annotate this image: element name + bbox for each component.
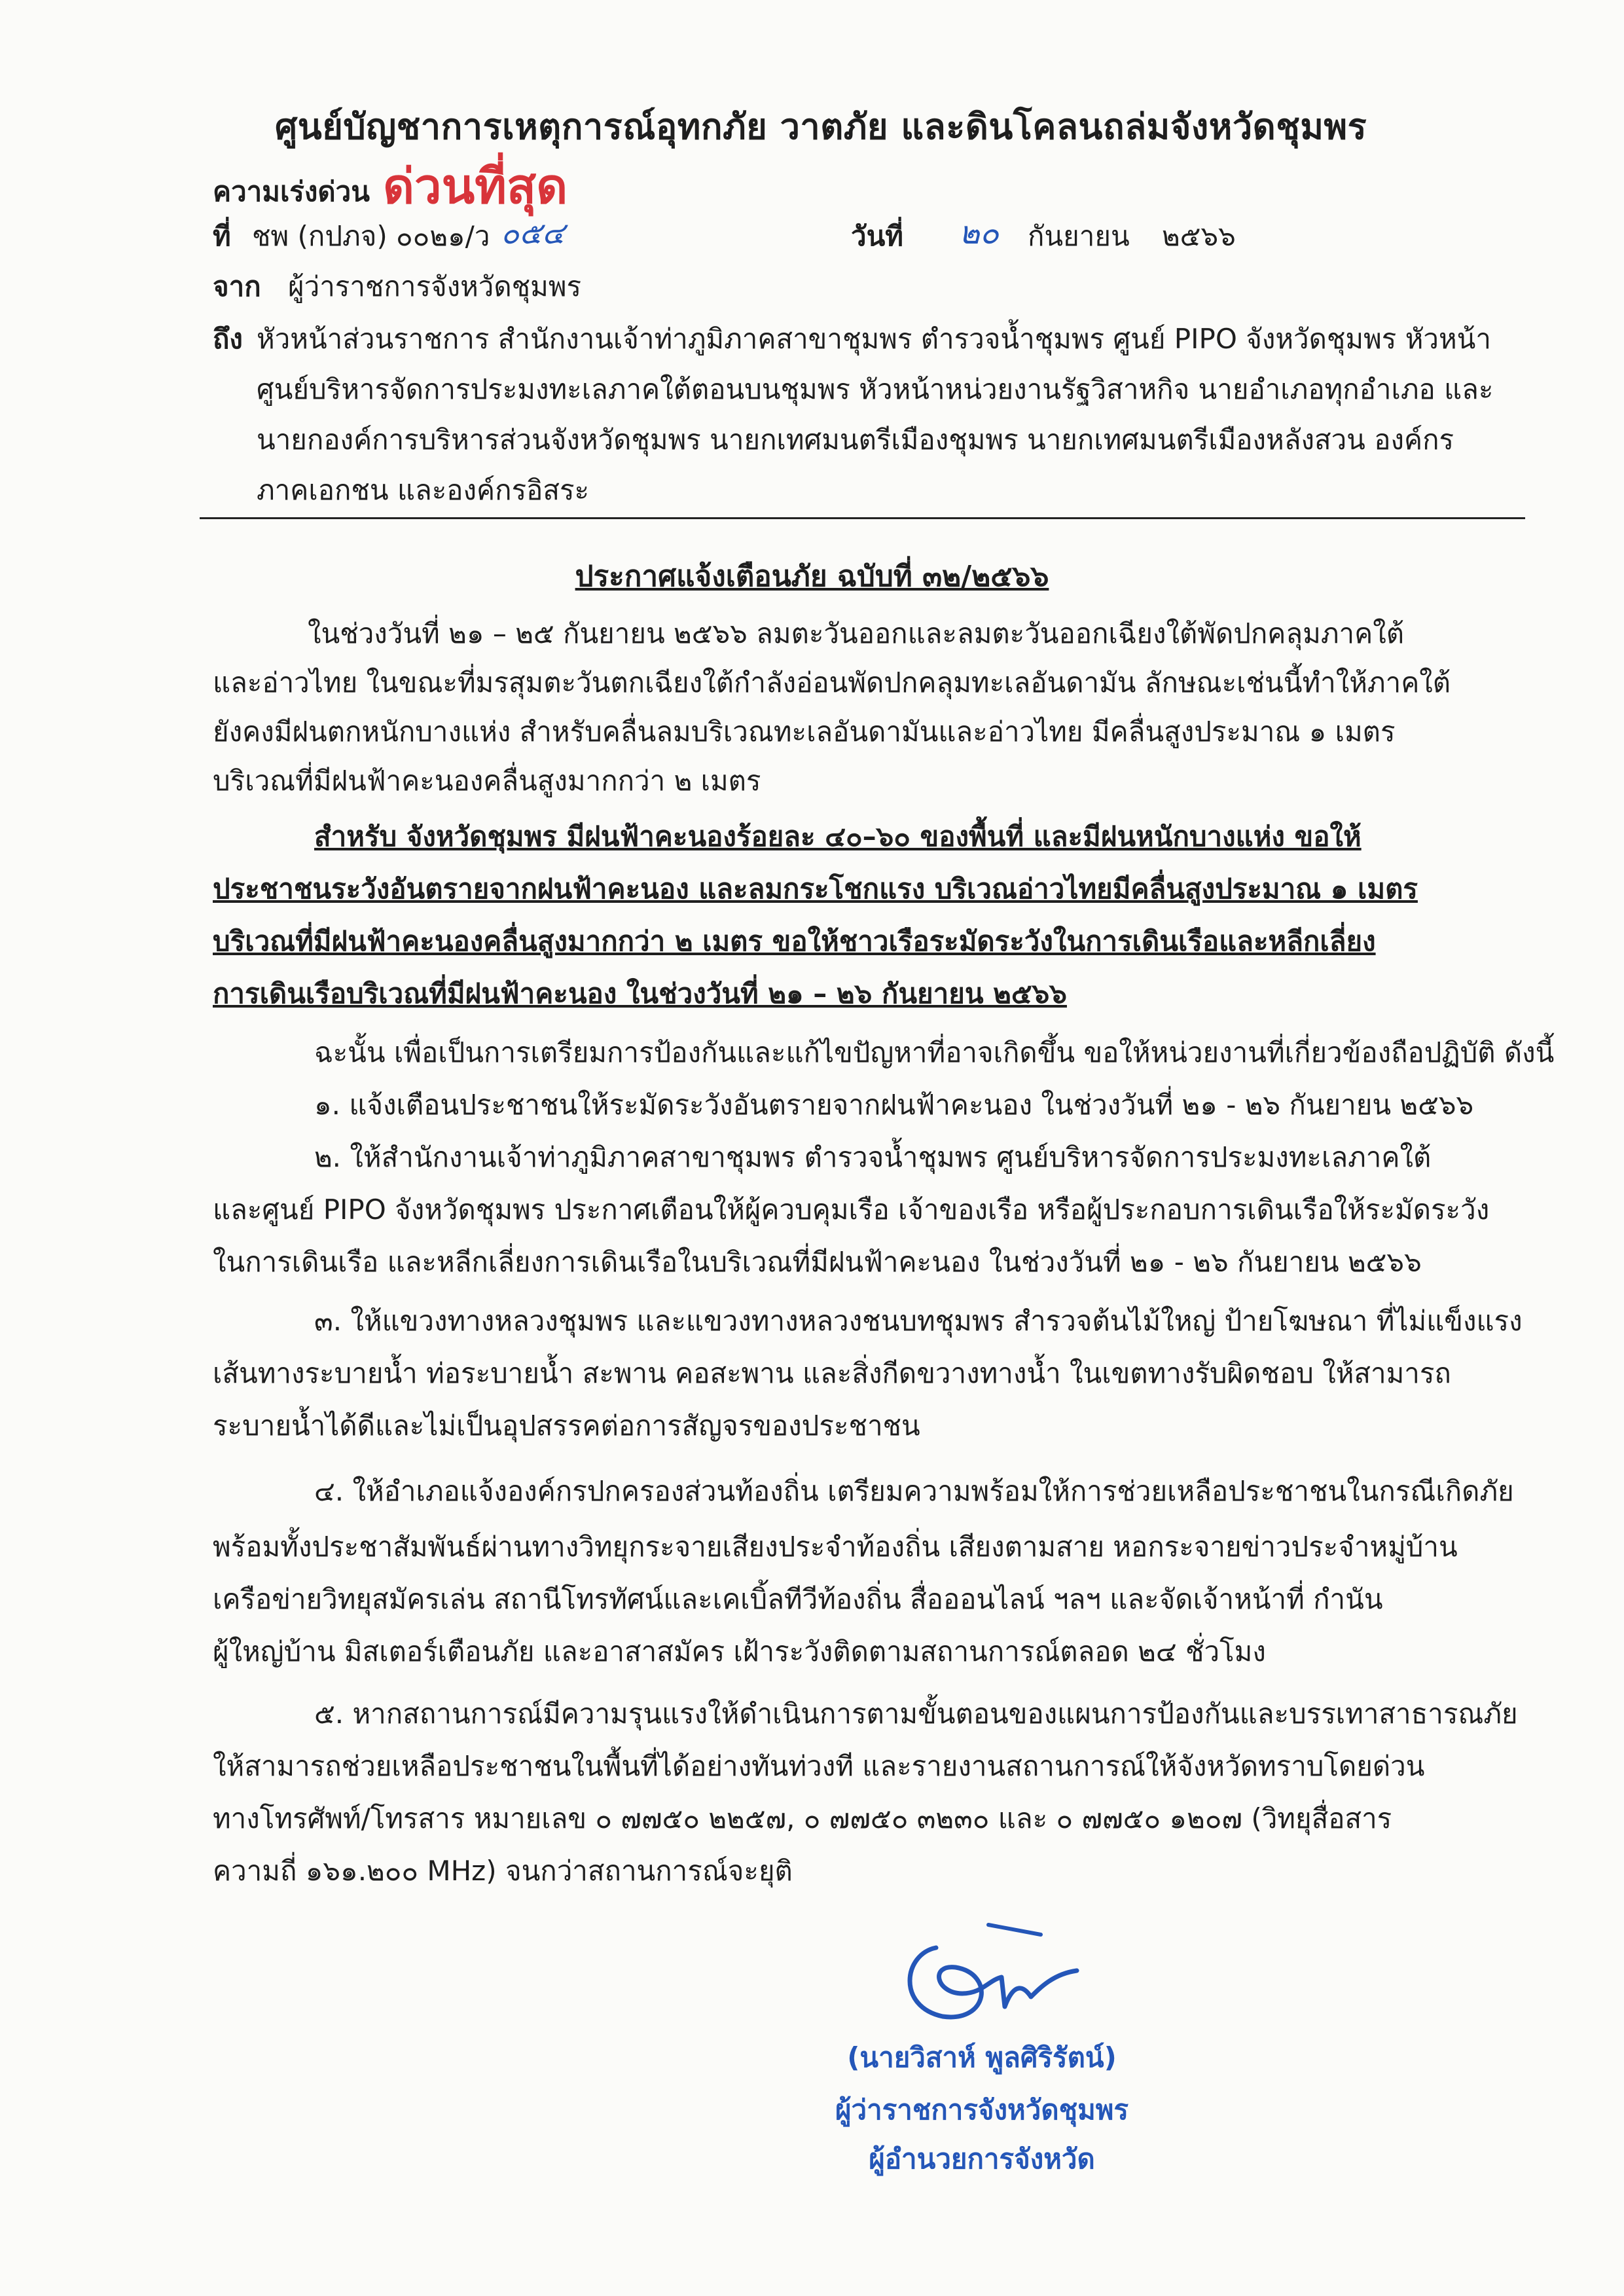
para2-line: บริเวณที่มีฝนฟ้าคะนองคลื่นสูงมากกว่า ๒ เมตร ขอให้ชาวเรือระมัดระวังในการเดินเรือและหลีกเลี่ยง <box>213 925 1376 957</box>
signature-scribble <box>890 1908 1087 2039</box>
para1-line: ในช่วงวันที่ ๒๑ – ๒๕ กันยายน ๒๕๖๖ ลมตะวันออกและลมตะวันออกเฉียงใต้พัดปกคลุมภาคใต้ <box>308 617 1404 649</box>
action-item-3-line: เส้นทางระบายน้ำ ท่อระบายน้ำ สะพาน คอสะพาน และสิ่งกีดขวางทางน้ำ ในเขตทางรับผิดชอบ ให้สามารถ <box>213 1357 1451 1389</box>
action-item-5-line: ความถี่ ๑๖๑.๒๐๐ MHz) จนกว่าสถานการณ์จะยุติ <box>213 1855 793 1887</box>
to-line: ภาคเอกชน และองค์กรอิสระ <box>257 474 590 506</box>
para1-line: ยังคงมีฝนตกหนักบางแห่ง สำหรับคลื่นลมบริเวณทะเลอันดามันและอ่าวไทย มีคลื่นสูงประมาณ ๑ เมตร <box>213 716 1396 748</box>
date-day-handwritten: ๒๐ <box>959 215 999 251</box>
action-item-2-line: ในการเดินเรือ และหลีกเลี่ยงการเดินเรือในบริเวณที่มีฝนฟ้าคะนอง ในช่วงวันที่ ๒๑ - ๒๖ กันยายน ๒๕๖๖ <box>213 1246 1422 1278</box>
signatory-position: ผู้ว่าราชการจังหวัดชุมพร <box>835 2094 1129 2126</box>
action-item-1: ๑. แจ้งเตือนประชาชนให้ระมัดระวังอันตรายจากฝนฟ้าคะนอง ในช่วงวันที่ ๒๑ - ๒๖ กันยายน ๒๕๖๖ <box>314 1089 1474 1121</box>
action-item-5-line: ให้สามารถช่วยเหลือประชาชนในพื้นที่ได้อย่างทันท่วงที และรายงานสถานการณ์ให้จังหวัดทราบโดยด่วน <box>213 1750 1425 1782</box>
para2-line: สำหรับ จังหวัดชุมพร มีฝนฟ้าคะนองร้อยละ ๔๐–๖๐ ของพื้นที่ และมีฝนหนักบางแห่ง ขอให้ <box>314 820 1362 852</box>
para1-line: และอ่าวไทย ในขณะที่มรสุมตะวันตกเฉียงใต้กำลังอ่อนพัดปกคลุมทะเลอันดามัน ลักษณะเช่นนี้ทำให้ภาคใต้ <box>213 666 1451 699</box>
to-line: ศูนย์บริหารจัดการประมงทะเลภาคใต้ตอนบนชุมพร หัวหน้าหน่วยงานรัฐวิสาหกิจ นายอำเภอทุกอำเภอ และ <box>257 373 1494 405</box>
date-month: กันยายน <box>1028 220 1130 252</box>
date-year: ๒๕๖๖ <box>1162 220 1236 252</box>
para2-line: ประชาชนระวังอันตรายจากฝนฟ้าคะนอง และลมกระโชกแรง บริเวณอ่าวไทยมีคลื่นสูงประมาณ ๑ เมตร <box>213 873 1418 905</box>
signatory-name: (นายวิสาห์ พูลศิริรัตน์) <box>847 2041 1117 2073</box>
action-item-4-line: พร้อมทั้งประชาสัมพันธ์ผ่านทางวิทยุกระจายเสียงประจำท้องถิ่น เสียงตามสาย หอกระจายข่าวประจำหมู่บ้าน <box>213 1531 1458 1563</box>
document-number-handwritten: ๐๕๔ <box>501 215 565 251</box>
to-label: ถึง <box>213 323 243 355</box>
date-label: วันที่ <box>851 220 903 252</box>
action-item-4-line: ผู้ใหญ่บ้าน มิสเตอร์เตือนภัย และอาสาสมัคร เฝ้าระวังติดตามสถานการณ์ตลอด ๒๔ ชั่วโมง <box>213 1635 1266 1667</box>
action-item-5-line: ๕. หากสถานการณ์มีความรุนแรงให้ดำเนินการตามขั้นตอนของแผนการป้องกันและบรรเทาสาธารณภัย <box>314 1698 1518 1730</box>
action-item-4-line: ๔. ให้อำเภอแจ้งองค์กรปกครองส่วนท้องถิ่น เตรียมความพร้อมให้การช่วยเหลือประชาชนในกรณีเกิดภัย <box>314 1475 1514 1507</box>
header-divider <box>200 517 1525 519</box>
announcement-title: ประกาศแจ้งเตือนภัย ฉบับที่ ๓๒/๒๕๖๖ <box>575 560 1049 593</box>
signatory-role: ผู้อำนวยการจังหวัด <box>869 2143 1095 2175</box>
document-header-title: ศูนย์บัญชาการเหตุการณ์อุทกภัย วาตภัย และดินโคลนถล่มจังหวัดชุมพร <box>275 106 1367 147</box>
to-line: นายกองค์การบริหารส่วนจังหวัดชุมพร นายกเทศมนตรีเมืองชุมพร นายกเทศมนตรีเมืองหลังสวน องค์กร <box>257 424 1454 456</box>
para1-line: บริเวณที่มีฝนฟ้าคะนองคลื่นสูงมากกว่า ๒ เมตร <box>213 765 761 797</box>
action-item-2-line: ๒. ให้สำนักงานเจ้าท่าภูมิภาคสาขาชุมพร ตำรวจน้ำชุมพร ศูนย์บริหารจัดการประมงทะเลภาคใต้ <box>314 1141 1432 1173</box>
actions-intro: ฉะนั้น เพื่อเป็นการเตรียมการป้องกันและแก้ไขปัญหาที่อาจเกิดขึ้น ขอให้หน่วยงานที่เกี่ยวข้องถือปฏิบัติ ดังนี้ <box>314 1036 1555 1068</box>
from-value: ผู้ว่าราชการจังหวัดชุมพร <box>288 270 582 302</box>
urgency-label: ความเร่งด่วน <box>213 175 370 208</box>
action-item-3-line: ระบายน้ำได้ดีและไม่เป็นอุปสรรคต่อการสัญจรของประชาชน <box>213 1410 920 1442</box>
document-number: ชพ (กปภจ) ๐๐๒๑/ว <box>252 220 490 252</box>
action-item-2-line: และศูนย์ PIPO จังหวัดชุมพร ประกาศเตือนให้ผู้ควบคุมเรือ เจ้าของเรือ หรือผู้ประกอบการเดินเรือให้ระมัดระวัง <box>213 1194 1490 1226</box>
document-number-label: ที่ <box>213 220 231 252</box>
urgency-stamp: ด่วนที่สุด <box>383 158 568 215</box>
para2-line: การเดินเรือบริเวณที่มีฝนฟ้าคะนอง ในช่วงวันที่ ๒๑ – ๒๖ กันยายน ๒๕๖๖ <box>213 977 1067 1010</box>
action-item-5-line: ทางโทรศัพท์/โทรสาร หมายเลข ๐ ๗๗๕๐ ๒๒๕๗, ๐ ๗๗๕๐ ๓๒๓๐ และ ๐ ๗๗๕๐ ๑๒๐๗ (วิทยุสื่อสาร <box>213 1802 1392 1834</box>
from-label: จาก <box>213 270 261 302</box>
action-item-4-line: เครือข่ายวิทยุสมัครเล่น สถานีโทรทัศน์และเคเบิ้ลทีวีท้องถิ่น สื่อออนไลน์ ฯลฯ และจัดเจ้าหน้าที่ กำนัน <box>213 1583 1383 1615</box>
action-item-3-line: ๓. ให้แขวงทางหลวงชุมพร และแขวงทางหลวงชนบทชุมพร สำรวจต้นไม้ใหญ่ ป้ายโฆษณา ที่ไม่แข็งแรง <box>314 1305 1523 1337</box>
to-line: หัวหน้าส่วนราชการ สำนักงานเจ้าท่าภูมิภาคสาขาชุมพร ตำรวจน้ำชุมพร ศูนย์ PIPO จังหวัดชุมพร หัวหน้า <box>257 323 1491 355</box>
